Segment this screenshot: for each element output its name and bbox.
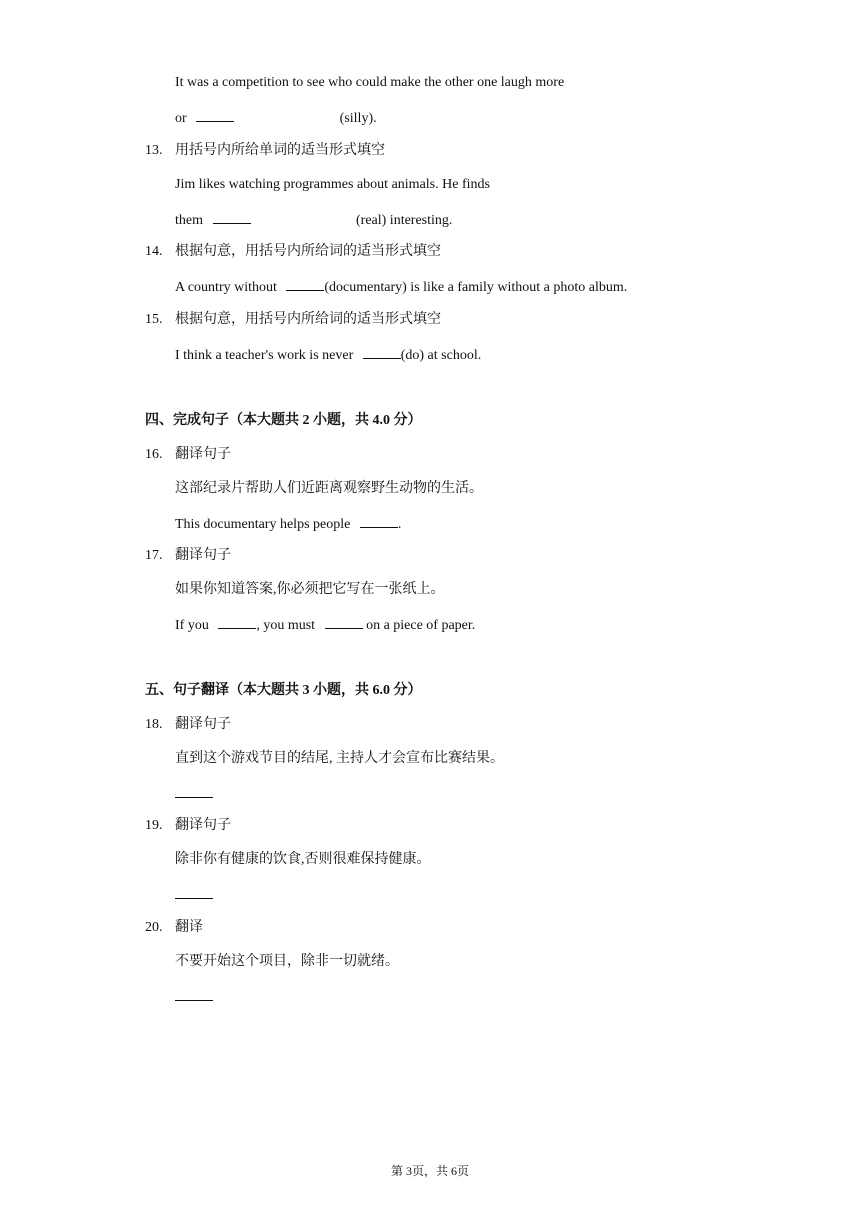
q16-prefix: This documentary helps people [175,517,351,532]
q13-number: 13. [145,143,163,158]
q20-instruction: 翻译 [175,920,203,935]
q16-number: 16. [145,447,163,462]
page-footer: 第 3页，共 6页 [390,1164,469,1178]
q17-chinese: 如果你知道答案,你必须把它写在一张纸上。 [175,582,445,597]
q19-instruction: 翻译句子 [175,818,231,833]
q19-answer-line[interactable] [175,885,213,905]
q12-text-line2 [175,108,377,128]
q17-instruction: 翻译句子 [175,548,231,563]
q13-prefix: them [175,213,203,228]
q16-suffix: . [397,517,402,532]
q17-middle: , you must [256,618,316,633]
q12-hint: (silly). [339,111,377,126]
q16-chinese: 这部纪录片帮助人们近距离观察野生动物的生活。 [175,481,483,496]
section-5-heading: 五、句子翻译（本大题共 3 小题，共 6.0 分） [145,683,422,698]
q14-prefix: A country without [175,280,277,295]
q14-suffix: (documentary) is like a family without a photo album. [324,280,628,295]
q12-text-line1: It was a competition to see who could make the other one laugh more [175,75,565,90]
q16-instruction: 翻译句子 [175,447,231,462]
q16-text [175,514,401,534]
q17-answer-blank-1[interactable] [218,615,256,629]
q14-number: 14. [145,244,163,259]
q18-answer-line[interactable] [175,784,213,804]
q15-answer-blank[interactable] [363,345,401,359]
q13-text-line1: Jim likes watching programmes about animals. He finds [175,177,490,192]
q17-prefix: If you [175,618,209,633]
q19-answer-blank[interactable] [175,885,213,899]
q13-instruction: 用括号内所给单词的适当形式填空 [175,143,385,158]
q15-number: 15. [145,312,163,327]
q13-hint: (real) interesting. [356,213,453,228]
q14-answer-blank[interactable] [286,277,324,291]
q14-instruction: 根据句意，用括号内所给词的适当形式填空 [175,244,441,259]
q17-answer-blank-2[interactable] [325,615,363,629]
q20-answer-blank[interactable] [175,987,213,1001]
q17-text [175,615,475,635]
q18-number: 18. [145,717,163,732]
q18-answer-blank[interactable] [175,784,213,798]
q20-chinese: 不要开始这个项目，除非一切就绪。 [175,954,399,969]
q15-prefix: I think a teacher's work is never [175,348,354,363]
q15-suffix: (do) at school. [400,348,482,363]
section-4-heading: 四、完成句子（本大题共 2 小题，共 4.0 分） [145,413,422,428]
q12-answer-blank[interactable] [196,108,234,122]
q17-suffix: on a piece of paper. [366,618,476,633]
q18-instruction: 翻译句子 [175,717,231,732]
q13-answer-blank[interactable] [213,210,251,224]
q17-number: 17. [145,548,163,563]
q12-prefix: or [175,111,187,126]
q15-text [175,345,481,365]
q18-chinese: 直到这个游戏节目的结尾, 主持人才会宣布比赛结果。 [175,751,504,766]
q16-answer-blank[interactable] [360,514,398,528]
q15-instruction: 根据句意，用括号内所给词的适当形式填空 [175,312,441,327]
q14-text [175,277,627,297]
q20-number: 20. [145,920,163,935]
q20-answer-line[interactable] [175,987,213,1007]
q19-number: 19. [145,818,163,833]
q19-chinese: 除非你有健康的饮食,否则很难保持健康。 [175,852,431,867]
q13-text-line2 [175,210,452,230]
